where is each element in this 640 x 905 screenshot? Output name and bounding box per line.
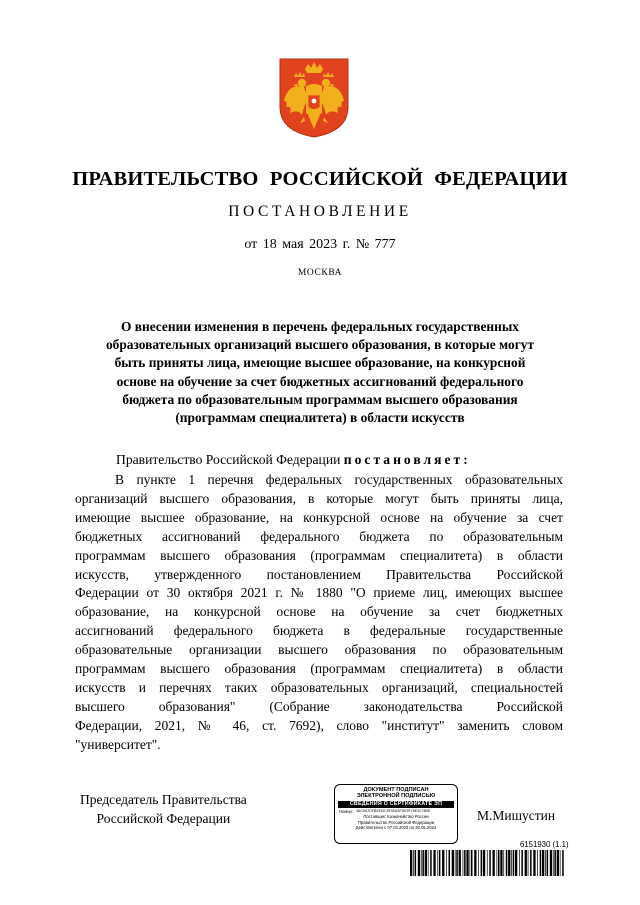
barcode-bar (452, 850, 454, 876)
barcode-bar (554, 850, 556, 876)
barcode-bar (500, 850, 502, 876)
body-line: искусств, утвержденного постановлением Правительства Российской (75, 566, 563, 582)
stamp-certificate-bar: СВЕДЕНИЯ О СЕРТИФИКАТЕ ЭП (338, 801, 454, 808)
barcode-bar (410, 850, 412, 876)
subject-line: О внесении изменения в перечень федеральных государственных (120, 319, 520, 334)
barcode-bar (521, 850, 523, 876)
decree-line (116, 452, 471, 468)
stamp-number-label: Номер: (339, 808, 354, 814)
barcode-bar (474, 850, 476, 876)
barcode-bar (533, 850, 535, 876)
body-line: программам высшего образования (программам специалитета) в области (75, 547, 563, 563)
body-line: ассигнований федерального бюджета в федеральные государственные (75, 623, 563, 639)
barcode-bar (489, 850, 491, 876)
barcode-bar (481, 850, 483, 876)
body-line: Федерации, 2021, № 46, ст. 7692), слово "институт" заменить словом (75, 717, 563, 733)
barcode-bar (550, 850, 552, 876)
signatory-role (80, 791, 247, 828)
barcode-bar (430, 850, 432, 876)
stamp-validity: Действителен с 07.03.2023 по 30.05.2024 (355, 825, 437, 831)
document-body (75, 471, 563, 755)
barcode-bar (506, 850, 508, 876)
signatory-name: М.Мишустин (477, 808, 556, 823)
barcode-bar (463, 850, 464, 876)
barcode-bar (528, 850, 529, 876)
barcode-bar (511, 850, 512, 876)
body-line: образование, на конкурсной основе на обучение за счет бюджетных (75, 604, 563, 620)
stamp-title-line: ДОКУМЕНТ ПОДПИСАН (363, 787, 429, 793)
document-type: ПОСТАНОВЛЕНИЕ (228, 203, 412, 220)
barcode-bar (470, 850, 471, 876)
barcode-bar (519, 850, 520, 876)
body-line: программам высшего образования (программам специалитета) в области (75, 661, 563, 677)
barcode-bar (442, 850, 444, 876)
barcode-bar (459, 850, 461, 876)
body-line: бюджетных ассигнований федерального бюджета по образовательным (75, 528, 563, 544)
barcode-bar (422, 850, 424, 876)
decree-prefix: Правительство Российской Федерации (116, 452, 344, 467)
document-date-number: от 18 мая 2023 г. № 777 (244, 237, 396, 252)
barcode-bar (562, 850, 564, 876)
body-line: образовательные организации высшего образования по образовательным (75, 642, 563, 658)
stamp-title-line: ЭЛЕКТРОННОЙ ПОДПИСЬЮ (356, 793, 436, 800)
barcode-bar (421, 850, 422, 876)
barcode-bar (425, 850, 427, 876)
barcode-bar (540, 850, 542, 876)
stamp-title (335, 787, 457, 800)
barcode-bar (455, 850, 456, 876)
stamp-issuer: Поставщик: Казначейство России (363, 814, 429, 820)
barcode-bar (498, 850, 500, 876)
barcode-bar (433, 850, 435, 876)
barcode-bar (493, 850, 495, 876)
barcode-bar (464, 850, 466, 876)
decree-verb: постановляет: (343, 452, 471, 467)
barcode-bar (446, 850, 447, 876)
body-line: "университет". (75, 736, 161, 752)
barcode-bar (553, 850, 554, 876)
barcode-bar (497, 850, 498, 876)
subject-line: бюджета по образовательным программам высшего образования (122, 391, 518, 407)
subject-line: быть приняты лица, имеющие высшее образование, на конкурсной (114, 355, 526, 371)
document-code: 6151930 (1.1) (520, 840, 569, 849)
barcode-bar (542, 850, 544, 876)
barcode-bar (525, 850, 527, 876)
stamp-owner: Правительство Российской Федерации (357, 819, 435, 825)
body-line: В пункте 1 перечня федеральных государственных образовательных (115, 472, 563, 487)
barcode-bar (515, 850, 517, 876)
barcode-bar (487, 850, 488, 876)
barcode-bar (508, 850, 510, 876)
signatory-role-line: Председатель Правительства (80, 792, 247, 807)
subject-line: (программам специалитета) в области искусств (175, 410, 465, 426)
barcode-bar (449, 850, 451, 876)
stamp-number-value: 3AC5A7DFB0932C5F5D63FDE9F78E3C7B0E (356, 808, 431, 813)
barcode-bar (415, 850, 417, 876)
barcode-bar (503, 850, 504, 876)
barcode-bar (545, 850, 546, 876)
body-line: искусств и перечнях таких образовательных организаций, специальностей (75, 679, 563, 695)
barcode-bar (483, 850, 485, 876)
coat-of-arms-emblem-icon (278, 57, 350, 139)
barcode-bar (560, 850, 561, 876)
government-title: ПРАВИТЕЛЬСТВО РОССИЙСКОЙ ФЕДЕРАЦИИ (72, 168, 568, 190)
barcode-bar (537, 850, 538, 876)
barcode-icon (410, 850, 566, 876)
barcode-bar (439, 850, 441, 876)
signatory-role-line: Российской Федерации (96, 810, 231, 826)
body-line: организаций высшего образования, в которые могут быть приняты лица, (75, 490, 563, 506)
barcode-bar (471, 850, 473, 876)
barcode-bar (466, 850, 468, 876)
electronic-signature-stamp (334, 784, 458, 844)
barcode-bar (456, 850, 458, 876)
subject-line: образовательных организаций высшего образования, в которые могут (105, 337, 535, 353)
body-line: Федерации от 30 октября 2021 г. № 1880 "О приеме лиц, имеющих высшее (75, 585, 563, 601)
barcode-bar (418, 850, 420, 876)
barcode-bar (437, 850, 438, 876)
body-line: высшего образования" (Собрание законодательства Российской (75, 698, 563, 714)
barcode-bar (428, 850, 429, 876)
barcode-bar (413, 850, 414, 876)
document-city: МОСКВА (297, 268, 343, 278)
barcode-bar (513, 850, 515, 876)
subject-line: основе на обучение за счет бюджетных ассигнований федерального (116, 373, 524, 389)
barcode-bar (547, 850, 549, 876)
document-subject (80, 318, 560, 427)
body-line: имеющие высшее образование, на конкурсной основе на обучение за счет (75, 509, 563, 525)
barcode-bar (557, 850, 559, 876)
barcode-bar (478, 850, 479, 876)
barcode-bar (530, 850, 532, 876)
